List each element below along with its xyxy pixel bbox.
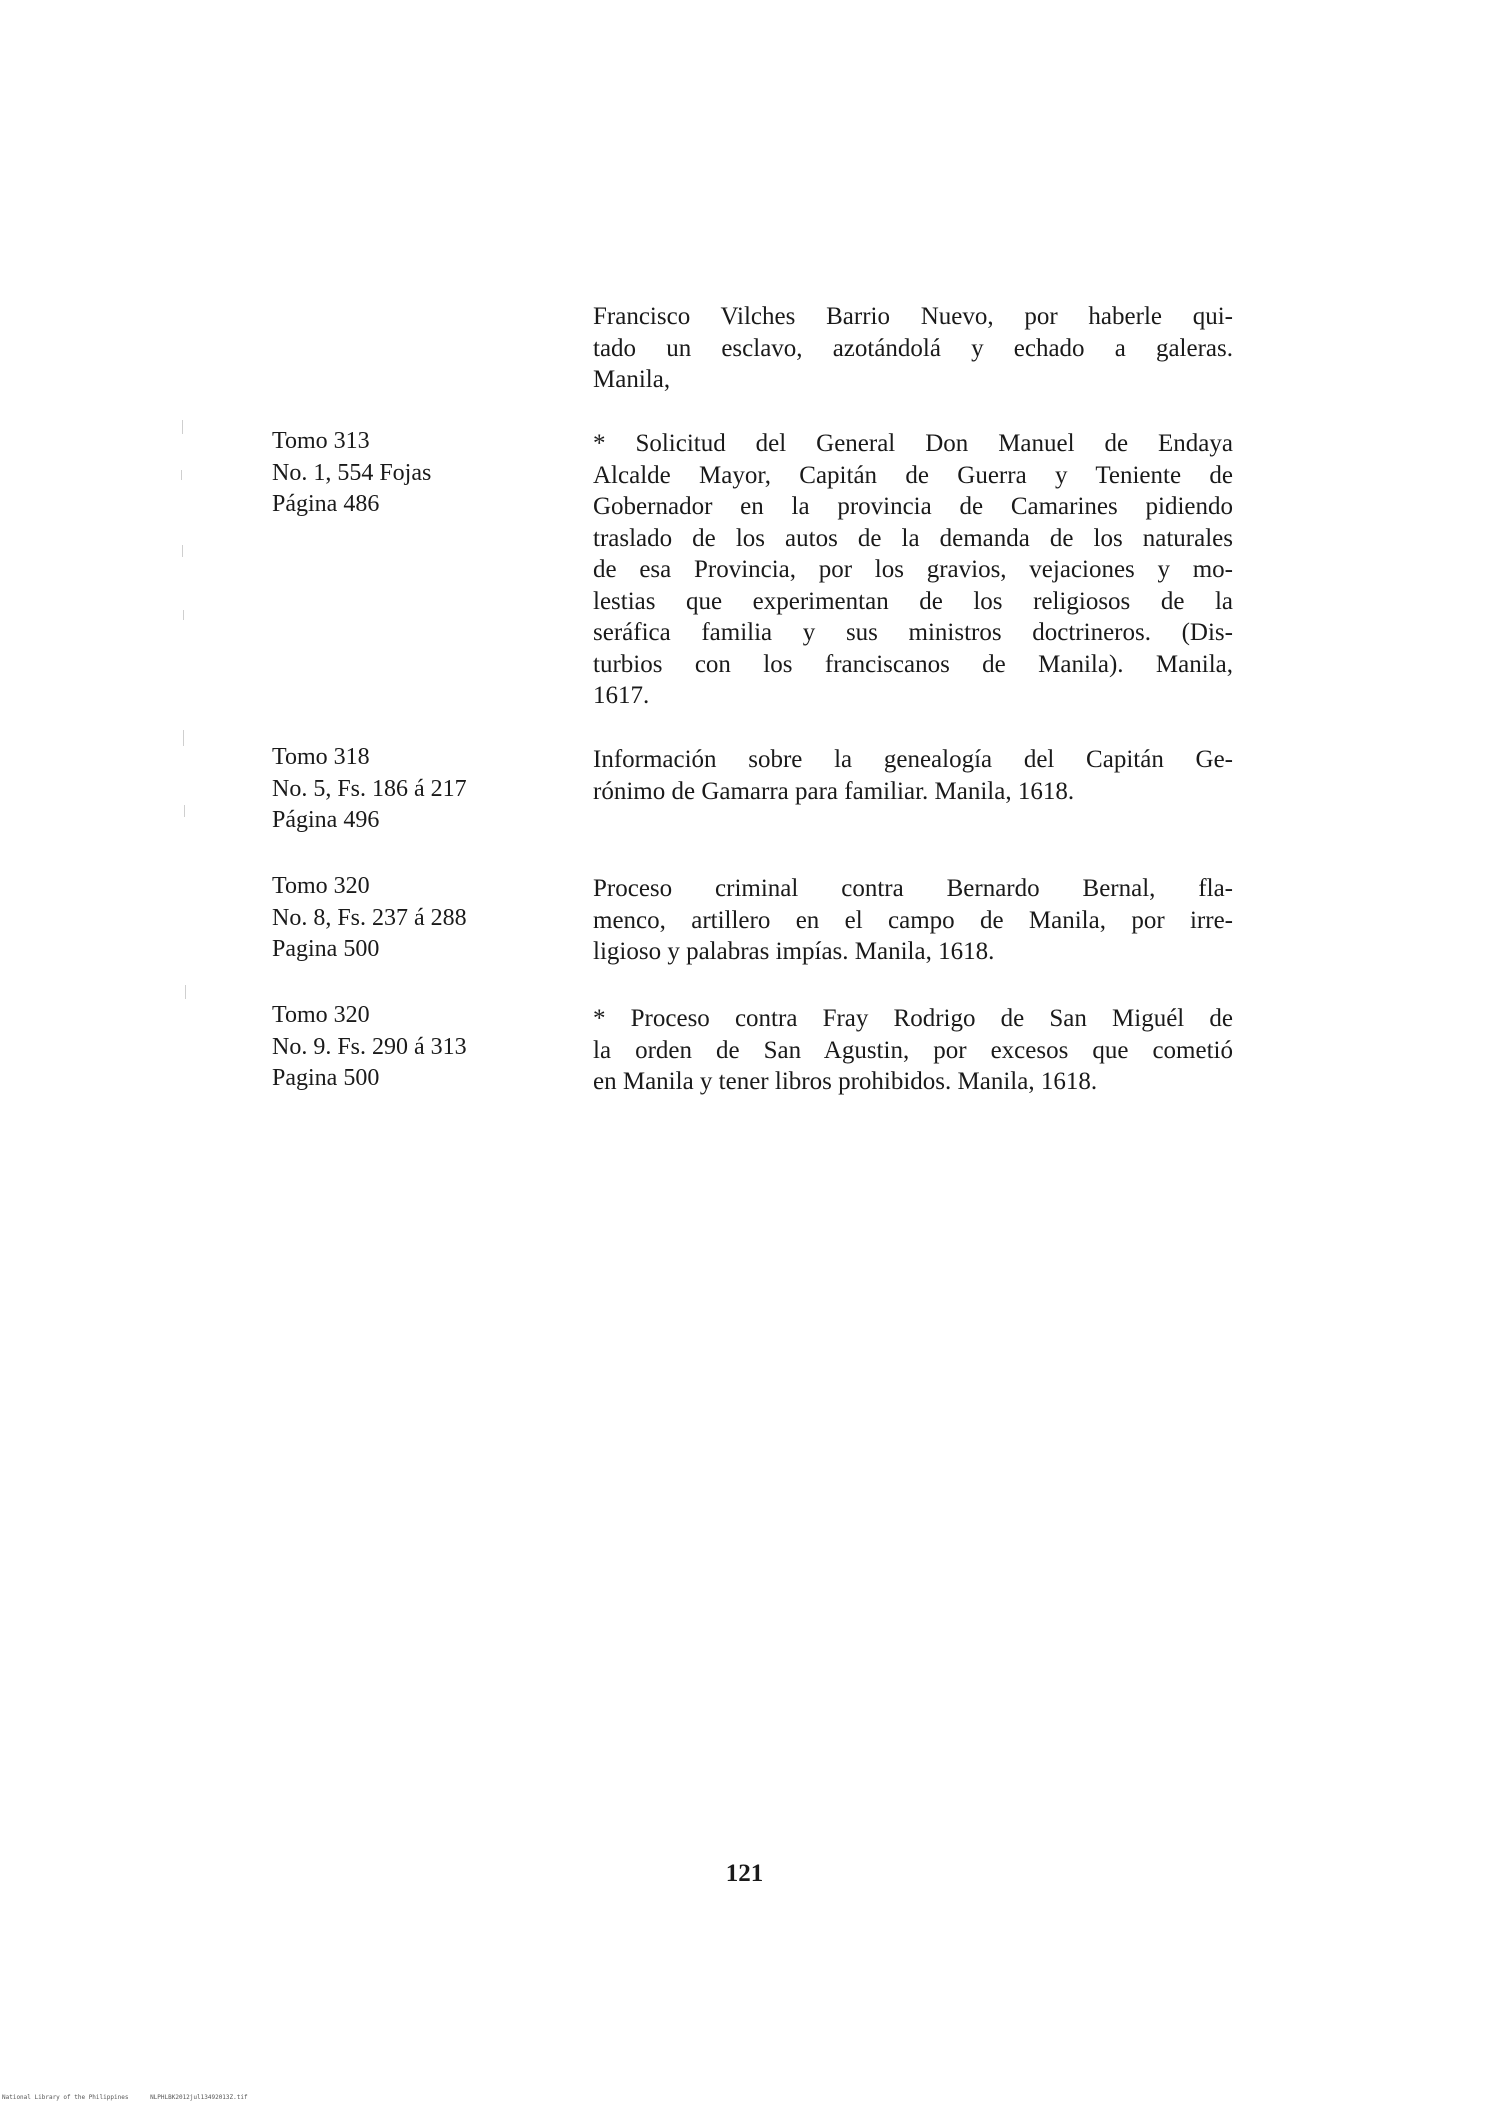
entry-4-line-0: * Proceso contra Fray Rodrigo de San Miguél de (593, 1005, 1233, 1032)
scan-speck (183, 730, 184, 746)
footer-file: NLPHLBK2012jul13492013Z.tif (150, 2094, 248, 2101)
entry-4-folios: No. 9. Fs. 290 á 313 (272, 1033, 467, 1060)
entry-1-line-2: Gobernador en la provincia de Camarines pidiendo (593, 493, 1233, 520)
entry-3-line-2: ligioso y palabras impías. Manila, 1618. (593, 938, 995, 965)
scan-speck (182, 420, 183, 434)
entry-1-line-6: seráfica familia y sus ministros doctrineros. (Dis- (593, 619, 1233, 646)
entry-3-pagina: Pagina 500 (272, 936, 380, 962)
entry-2-folios: No. 5, Fs. 186 á 217 (272, 775, 467, 802)
entry-3-folios: No. 8, Fs. 237 á 288 (272, 904, 467, 931)
scan-speck (181, 470, 182, 480)
entry-2-reference (272, 742, 467, 837)
entry-4-tomo: Tomo 320 (272, 1002, 370, 1028)
entry-3-line-1: menco, artillero en el campo de Manila, por irre- (593, 906, 1233, 934)
footer-library: National Library of the Philippines (2, 2094, 129, 2101)
entry-4-line-1: la orden de San Agustin, por excesos que cometió (593, 1036, 1233, 1064)
page-number: 121 (725, 1860, 764, 1887)
entry-1-pagina: Página 486 (272, 491, 380, 517)
entry-4-reference (272, 1000, 467, 1095)
entry-3-line-0: Proceso criminal contra Bernardo Bernal, fla- (593, 875, 1233, 902)
scan-speck (183, 610, 184, 620)
entry-1-line-4: de esa Provincia, por los gravios, vejaciones y mo- (593, 556, 1233, 583)
entry-4-pagina: Pagina 500 (272, 1065, 380, 1091)
entry-2-line-0: Información sobre la genealogía del Capitán Ge- (593, 746, 1233, 773)
entry-3-reference (272, 871, 467, 966)
scan-speck (182, 545, 183, 557)
entry-2-tomo: Tomo 318 (272, 744, 370, 770)
entry-2-pagina: Página 496 (272, 807, 380, 833)
scan-speck (184, 805, 185, 817)
entry-1-line-8: 1617. (593, 682, 650, 709)
entry-0-line-1: tado un esclavo, azotándolá y echado a galeras. (593, 334, 1233, 362)
scan-footer (2, 2094, 266, 2101)
entry-1-folios: No. 1, 554 Fojas (272, 459, 432, 486)
entry-3-text (593, 873, 1233, 968)
entry-4-text (593, 1003, 1233, 1098)
entry-1-line-7: turbios con los franciscanos de Manila). Manila, (593, 650, 1233, 678)
entry-1-line-0: * Solicitud del General Don Manuel de Endaya (593, 430, 1233, 457)
scan-speck (185, 985, 186, 999)
entry-2-text (593, 744, 1233, 807)
entry-2-line-1: rónimo de Gamarra para familiar. Manila, 1618. (593, 777, 1075, 805)
entry-1-text (593, 428, 1233, 712)
entry-3-tomo: Tomo 320 (272, 873, 370, 899)
entry-1-reference (272, 426, 431, 521)
entry-0-text (593, 301, 1233, 396)
entry-0-line-2: Manila, (593, 366, 671, 393)
entry-1-line-5: lestias que experimentan de los religiosos de la (593, 587, 1233, 615)
entry-0-line-0: Francisco Vilches Barrio Nuevo, por haberle qui- (593, 303, 1233, 330)
entry-1-line-3: traslado de los autos de la demanda de los naturales (593, 524, 1233, 552)
entry-1-line-1: Alcalde Mayor, Capitán de Guerra y Teniente de (593, 461, 1233, 489)
entry-4-line-2: en Manila y tener libros prohibidos. Manila, 1618. (593, 1068, 1098, 1095)
entry-1-tomo: Tomo 313 (272, 428, 370, 454)
